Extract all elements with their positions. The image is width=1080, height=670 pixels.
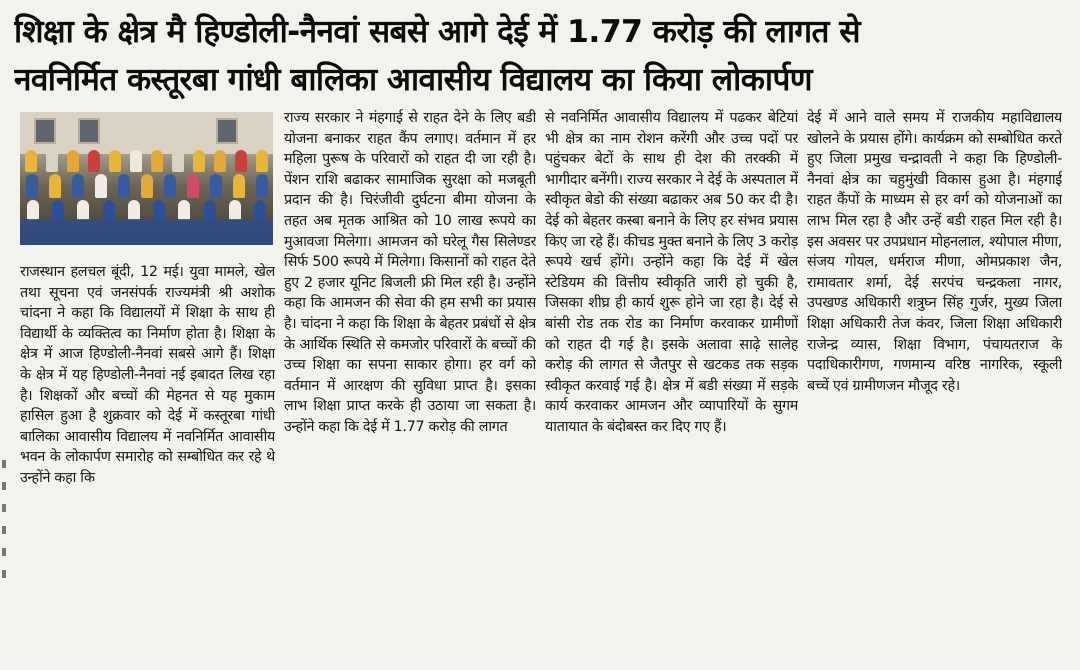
article-text-col-4: देई में आने वाले समय में राजकीय महाविद्यालय खोलने के प्रयास होंगे। कार्यक्रम को सम्बोधित करते हुए जिला प्रमुख चन्द्रावती ने कहा कि हिण्डोली-नैनवां क्षेत्र का चहुमुंखी विकास हुआ है। मंहगाई राहत कैंपों के माध्यम से हर वर्ग को योजनाओं का लाभ मिल रहा है और उन्हें बडी राहत मिल रही है।इस अवसर पर उपप्रधान मोहनलाल, श्योपाल मीणा, संजय गोयल, धर्मराज मीणा, ओमप्रकाश जैन, रामावतार शर्मा, देई सरपंच चन्द्रकला नागर, उपखण्ड अधिकारी शत्रुघ्न सिंह गुर्जर, मुख्य जिला शिक्षा अधिकारी तेज कंवर, जिला शिक्षा अधिकारी राजेन्द्र व्यास, शिक्षा विभाग, पंचायतराज के पदाधिकारीगण, गणमान्य वरिष्ठ नागरिक, स्कूली बच्चें एवं ग्रामीणजन मौजूद रहे। xyxy=(807,110,1062,394)
article-column-4 xyxy=(807,108,1062,588)
event-photo xyxy=(20,112,273,245)
article-column-3 xyxy=(545,108,798,638)
article-text-col-3: से नवनिर्मित आवासीय विद्यालय में पढकर बेटियां भी क्षेत्र का नाम रोशन करेंगी और उच्च पदों पर पहुंचकर बेटों के साथ ही देश की तरक्की में भागीदार बनेंगी। राज्य सरकार ने देई के अस्पताल में स्वीकृत बेडो की संख्या बढाकर अब 50 कर दी है। देई को बेहतर कस्बा बनाने के लिए हर संभव प्रयास किए जा रहे हैं। कीचड मुक्त बनाने के लिए 3 करोड़ रूपये खर्च होंगे। उन्होंने कहा कि देई में खेल स्टेडियम की वित्तीय स्वीकृति जारी हो चुकी है, जिसका शीघ्र ही कार्य शुरू होने जा रहा है। देई से बांसी रोड तक रोड का निर्माण करवाकर ग्रामीणों को राहत दी गई है। इसके अलावा साढ़े सालेह करोड़ की लागत से जैतपुर से खटकड तक सड़क स्वीकृत करवाई गई है। क्षेत्र में बडी संख्या में सड़के कार्य करवाकर आमजन और व्यापारियों के सुगम यातायात के बंदोबस्त कर दिए गए हैं। xyxy=(545,110,798,435)
headline-line-2: नवनिर्मित कस्तूरबा गांधी बालिका आवासीय विद्यालय का किया लोकार्पण xyxy=(14,62,812,98)
headline xyxy=(14,8,1068,104)
article-text-col-2: राज्य सरकार ने मंहगाई से राहत देने के लिए बडी योजना बनाकर राहत कैंप लगाए। वर्तमान में हर महिला पुरूष के परिवारों को राहत दी जा रही है। पेंशन राशि बढाकर सामाजिक सुरक्षा को मजबूती प्रदान की है। चिरंजीवी दुर्घटना बीमा योजना के तहत अब मृतक आश्रित को 10 लाख रूपये का मुआवजा मिलेगा। आमजन को घरेलू गैस सिलेण्डर सिर्फ 500 रूपये में मिलेगा। किसानों को राहत देते हुए 2 हजार यूनिट बिजली फ्री मिल रही है। उन्होंने कहा कि आमजन की सेवा की हम सभी का प्रयास है। चांदना ने कहा कि शिक्षा के बेहतर प्रबंधों से क्षेत्र के आर्थिक स्थिति से कमजोर परिवारों के बच्चों की उच्च शिक्षा का सपना साकार होगा। हर वर्ग को वर्तमान में आरक्षण की सुविधा प्राप्त है। इसका लाभ शिक्षा प्राप्त करके ही उठाया जा सकता है। उन्होंने कहा कि देई में 1.77 करोड़ की लागत xyxy=(284,110,536,435)
article-text-col-1: राजस्थान हलचल बूंदी, 12 मई। युवा मामले, खेल तथा सूचना एवं जनसंपर्क राज्यमंत्री श्री अशोक चांदना ने कहा कि विद्यालयों में शिक्षा के साथ ही विद्यार्थी के व्यक्तित्व का निर्माण होता है। शिक्षा के क्षेत्र में आज हिण्डोली-नैनवां सबसे आगे हैं। शिक्षा के क्षेत्र में यह हिण्डोली-नैनवां नई इबादत लिख रहा है। शिक्षकों और बच्चों की मेहनत से यह मुकाम हासिल हुआ है शुक्रवार को देई में कस्तूरबा गांधी बालिका आवासीय विद्यालय में नवनिर्मित आवासीय भवन के लोकार्पण समारोह को सम्बोधित कर रहे थे उन्होंने कहा कि xyxy=(20,264,275,486)
headline-line-1: शिक्षा के क्षेत्र मै हिण्डोली-नैनवां सबसे आगे देई में 1.77 करोड़ की लागत से xyxy=(14,14,860,50)
article-column-1 xyxy=(20,262,275,662)
article-column-2 xyxy=(284,108,536,638)
margin-marks xyxy=(2,460,8,620)
